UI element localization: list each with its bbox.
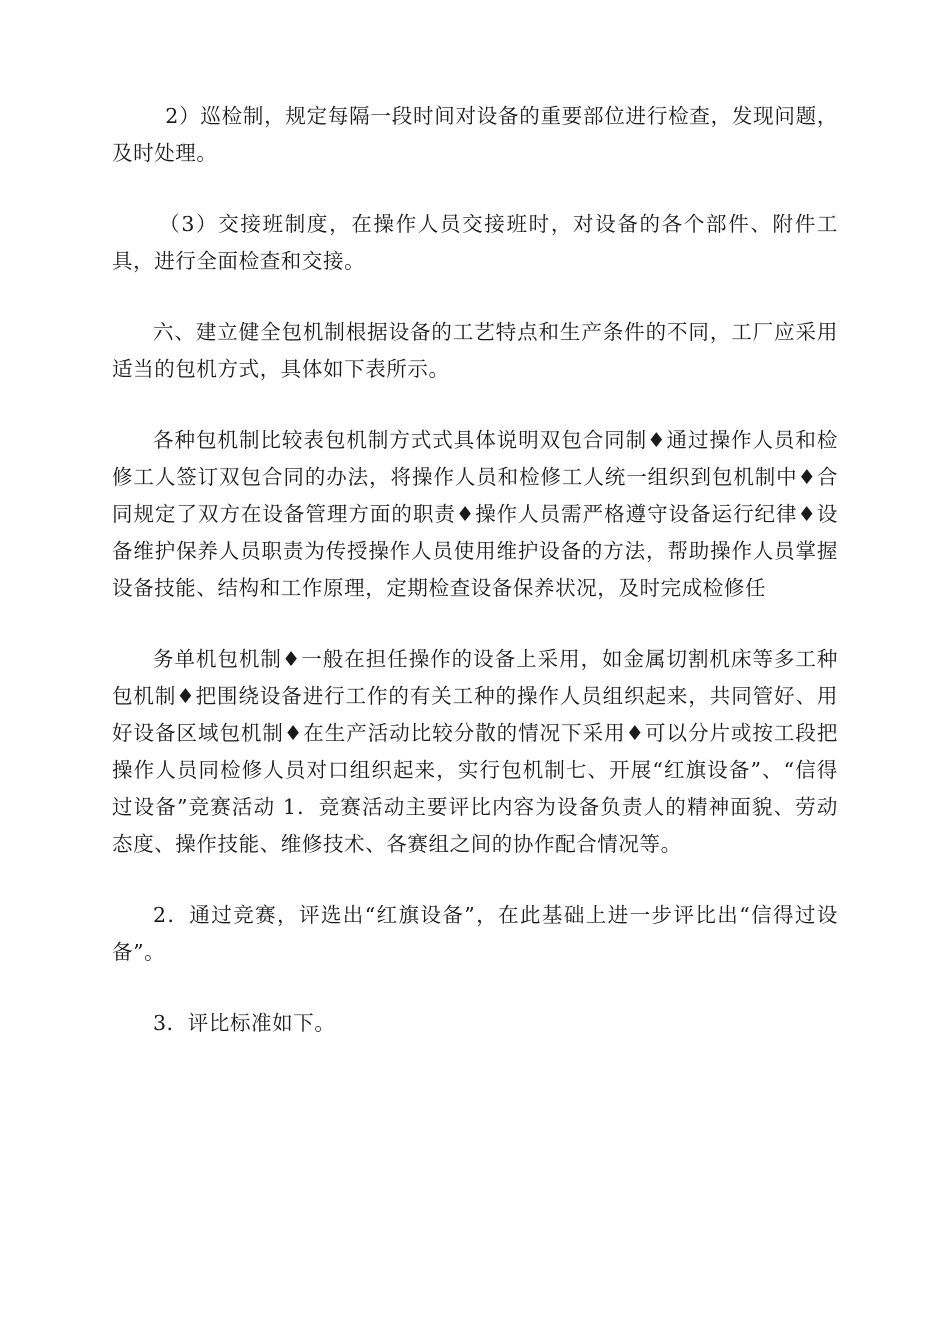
paragraph-evaluation-criteria: 3．评比标准如下。 <box>153 1011 336 1035</box>
paragraph-contract-system: 六、建立健全包机制根据设备的工艺特点和生产条件的不同，工厂应采用适当的包机方式，具体如下表所示。 <box>112 320 838 381</box>
paragraph-inspection-system: 2）巡检制，规定每隔一段时间对设备的重要部位进行检查，发现问题，及时处理。 <box>112 104 838 165</box>
paragraph-contract-comparison: 各种包机制比较表包机制方式式具体说明双包合同制♦通过操作人员和检修工人签订双包合同的办法，将操作人员和检修工人统一组织到包机制中♦合同规定了双方在设备管理方面的职责♦操作人员需严格遵守设备运行纪律♦设备维护保养人员职责为传授操作人员使用维护设备的方法，帮助操作人员掌握设备技能、结构和工作原理，定期检查设备保养状况，及时完成检修任 <box>112 428 838 600</box>
paragraph-competition: 务单机包机制♦一般在担任操作的设备上采用，如金属切割机床等多工种包机制♦把围绕设备进行工作的有关工种的操作人员组织起来，共同管好、用好设备区域包机制♦在生产活动比较分散的情况下采用♦可以分片或按工段把操作人员同检修人员对口组织起来，实行包机制七、开展“红旗设备”、“信得过设备”竞赛活动 1．竞赛活动主要评比内容为设备负责人的精神面貌、劳动态度、操作技能、维修技术、各赛组之间的协作配合情况等。 <box>112 647 838 856</box>
paragraph-shift-handover: （3）交接班制度，在操作人员交接班时，对设备的各个部件、附件工具，进行全面检查和交接。 <box>112 212 838 273</box>
paragraph-competition-selection: 2．通过竞赛，评选出“红旗设备”，在此基础上进一步评比出“信得过设备”。 <box>112 903 838 964</box>
